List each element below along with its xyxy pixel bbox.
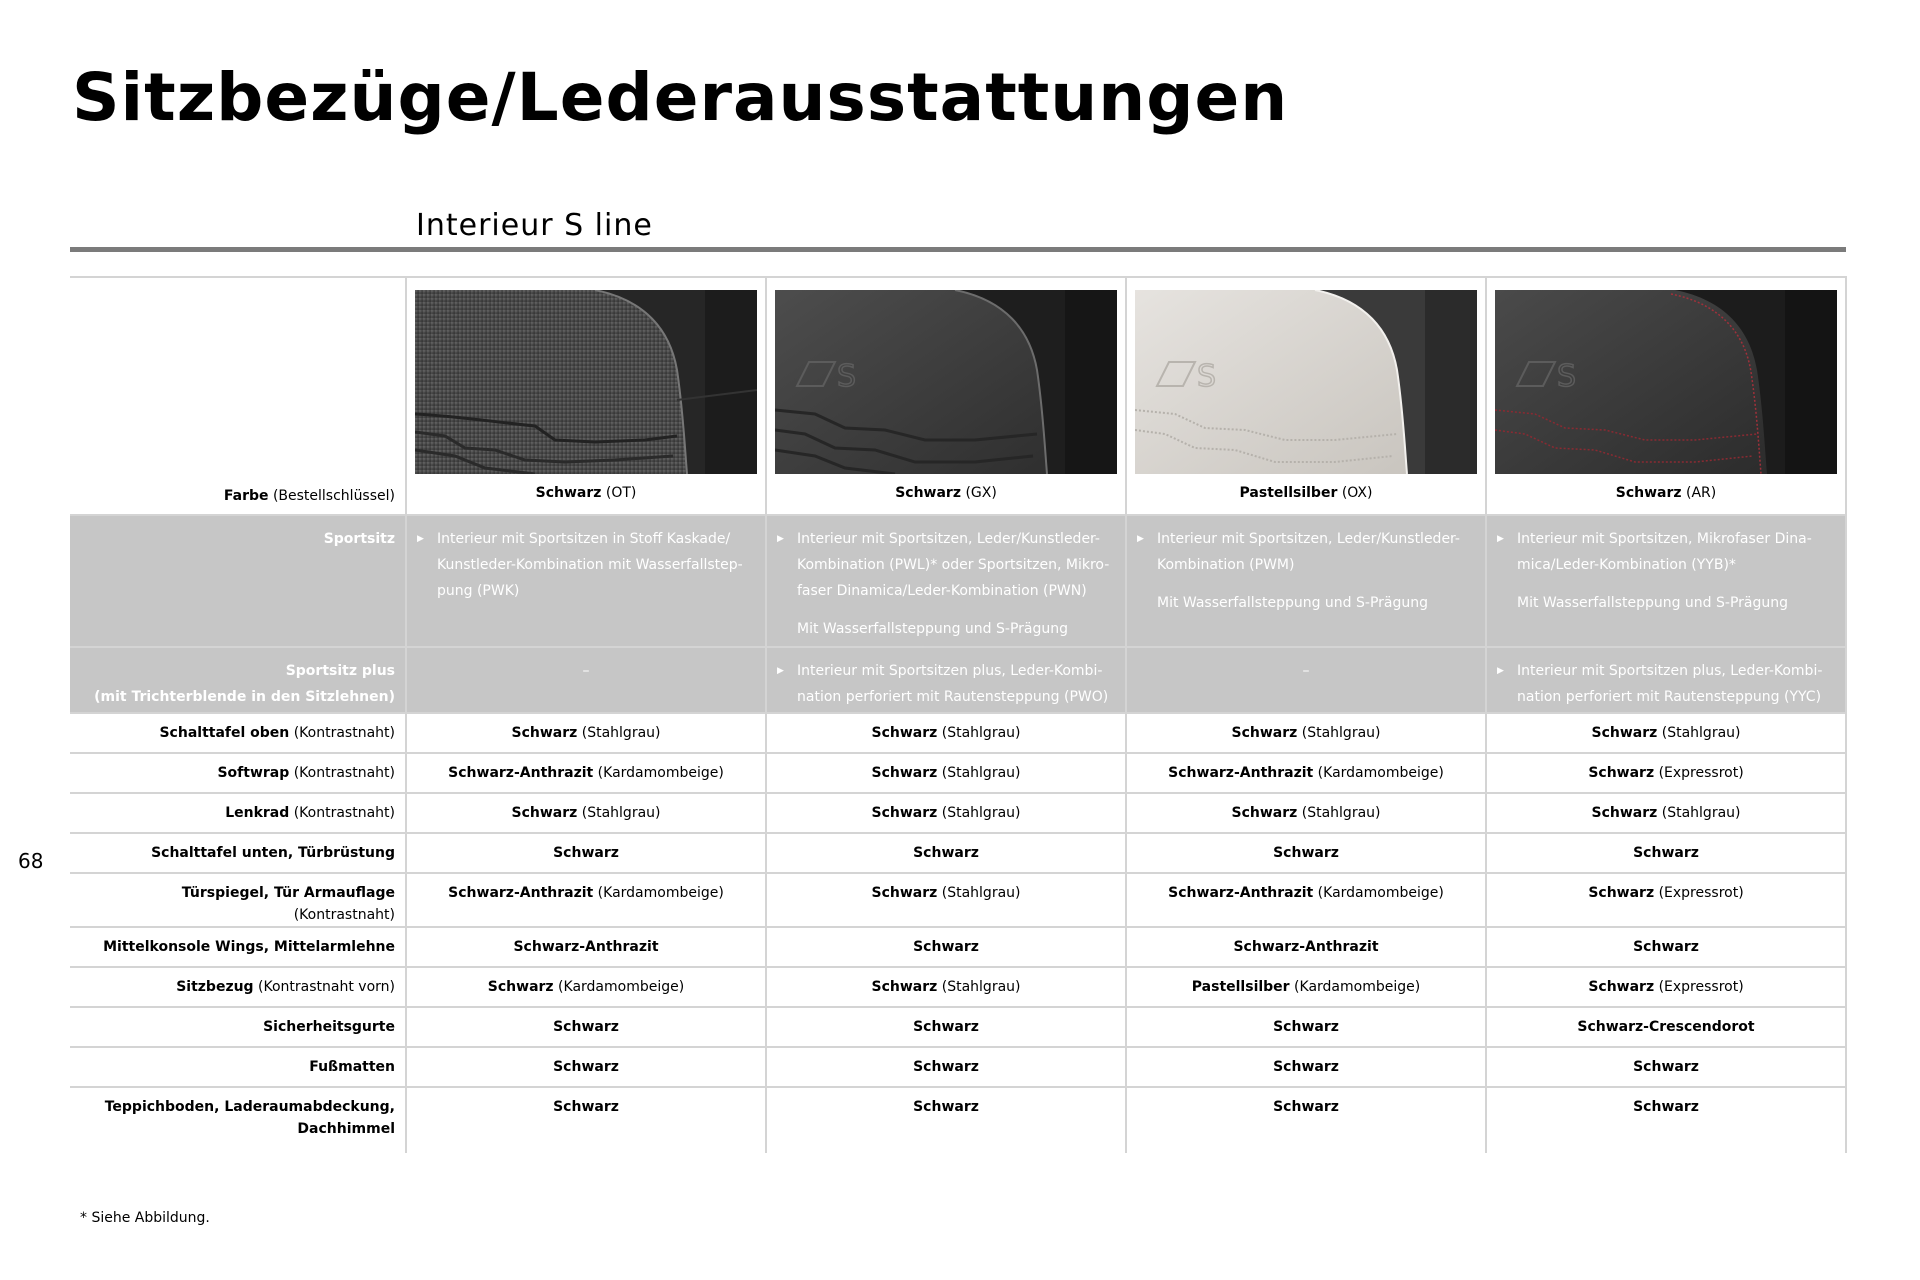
table-row: [70, 927, 1846, 967]
value-cell: Schwarz (Stahlgrau): [766, 967, 1126, 1007]
value-cell: Schwarz: [1486, 927, 1846, 967]
variant-name: Schwarz: [535, 485, 602, 501]
bullet-triangle-icon: ▶: [777, 534, 784, 544]
table-row: [70, 1007, 1846, 1047]
svg-text:S: S: [1557, 359, 1577, 394]
description-text: Interieur mit Sportsitzen, Mikrofaser Dina- mica/Leder-Kombination (YYB)*: [1517, 531, 1812, 573]
row-label: Türspiegel, Tür Armauflage (Kontrastnaht): [70, 873, 406, 927]
table-row: [70, 753, 1846, 793]
bullet-triangle-icon: ▶: [1137, 534, 1144, 544]
table-row: [70, 713, 1846, 753]
seat-swatch-image: [415, 290, 757, 474]
description-text: Interieur mit Sportsitzen in Stoff Kaskade/ Kunstleder-Kombination mit Wasserfallstep- pung (PWK): [437, 531, 743, 599]
variant-code: (AR): [1686, 485, 1717, 501]
value-cell: Schwarz (Expressrot): [1486, 873, 1846, 927]
value-cell: Schwarz (Stahlgrau): [1486, 713, 1846, 753]
description-extra: Mit Wasserfallsteppung und S-Prägung: [797, 621, 1069, 637]
page-number: 68: [18, 849, 44, 873]
description-text: Interieur mit Sportsitzen, Leder/Kunstleder- Kombination (PWL)* oder Sportsitzen, Mikro- faser Dinamica/Leder-Kombination (PWN): [797, 531, 1110, 599]
value-cell: Schwarz: [1486, 1047, 1846, 1087]
value-cell: Schwarz: [1486, 1087, 1846, 1153]
row-label: Schalttafel oben (Kontrastnaht): [70, 713, 406, 753]
table-row: [70, 1087, 1846, 1153]
value-cell: Schwarz-Anthrazit (Kardamombeige): [406, 753, 766, 793]
value-cell: Schwarz (Expressrot): [1486, 753, 1846, 793]
variant-cell: [1126, 277, 1486, 515]
value-cell: Schwarz: [766, 1087, 1126, 1153]
value-cell: Schwarz-Anthrazit: [406, 927, 766, 967]
description-cell: [1486, 647, 1846, 713]
table-row: [70, 793, 1846, 833]
variant-name: Schwarz: [1615, 485, 1682, 501]
seat-swatch-image: [775, 290, 1117, 474]
value-cell: Schwarz (Stahlgrau): [406, 713, 766, 753]
variant-cell: [1486, 277, 1846, 515]
row-label: Sportsitz: [70, 515, 406, 647]
value-cell: Schwarz-Anthrazit (Kardamombeige): [406, 873, 766, 927]
value-cell: Schwarz: [1126, 833, 1486, 873]
description-text: Interieur mit Sportsitzen plus, Leder-Kombi- nation perforiert mit Rautensteppung (YYC): [1517, 663, 1823, 705]
description-cell: [406, 515, 766, 647]
value-cell: Schwarz (Stahlgrau): [766, 713, 1126, 753]
value-cell: Schwarz (Expressrot): [1486, 967, 1846, 1007]
variant-name: Pastellsilber: [1239, 485, 1338, 501]
row-label: Teppichboden, Laderaumabdeckung, Dachhimmel: [70, 1087, 406, 1153]
value-cell: Schwarz (Stahlgrau): [766, 793, 1126, 833]
value-cell: Schwarz: [406, 833, 766, 873]
row-label: Sitzbezug (Kontrastnaht vorn): [70, 967, 406, 1007]
description-cell: [1486, 515, 1846, 647]
value-cell: Schwarz: [766, 927, 1126, 967]
table-row: [70, 833, 1846, 873]
bullet-triangle-icon: ▶: [1497, 534, 1504, 544]
value-cell: Schwarz-Crescendorot: [1486, 1007, 1846, 1047]
value-cell: Schwarz: [1126, 1087, 1486, 1153]
upholstery-table: [70, 276, 1847, 1153]
svg-text:S: S: [837, 359, 857, 394]
label-normal: (Bestellschlüssel): [272, 488, 395, 504]
row-label: [70, 647, 406, 713]
value-cell: Schwarz: [1126, 1047, 1486, 1087]
value-cell: Schwarz (Stahlgrau): [1486, 793, 1846, 833]
bullet-triangle-icon: ▶: [417, 534, 424, 544]
description-extra: Mit Wasserfallsteppung und S-Prägung: [1517, 595, 1789, 611]
svg-text:S: S: [1197, 359, 1217, 394]
row-label: Fußmatten: [70, 1047, 406, 1087]
seat-swatch-image: [1495, 290, 1837, 474]
sportsitz-row: [70, 515, 1846, 647]
value-cell: Schwarz-Anthrazit: [1126, 927, 1486, 967]
value-cell: Schwarz (Stahlgrau): [1126, 713, 1486, 753]
table-row: [70, 1047, 1846, 1087]
value-cell: Schwarz: [766, 1007, 1126, 1047]
value-cell: Schwarz-Anthrazit (Kardamombeige): [1126, 873, 1486, 927]
value-cell: Schwarz: [406, 1007, 766, 1047]
bullet-triangle-icon: ▶: [777, 666, 784, 676]
row-label: Softwrap (Kontrastnaht): [70, 753, 406, 793]
value-cell: Schwarz: [766, 833, 1126, 873]
variant-cell: [406, 277, 766, 515]
description-text: Interieur mit Sportsitzen, Leder/Kunstleder- Kombination (PWM): [1157, 531, 1460, 573]
seat-swatch-image: [1135, 290, 1477, 474]
value-cell: Schwarz: [1126, 1007, 1486, 1047]
page-title: Sitzbezüge/Lederausstattungen: [72, 59, 1289, 136]
row-label: Lenkrad (Kontrastnaht): [70, 793, 406, 833]
value-cell: Schwarz: [406, 1047, 766, 1087]
variant-name: Schwarz: [895, 485, 961, 501]
bullet-triangle-icon: ▶: [1497, 666, 1504, 676]
footnote: * Siehe Abbildung.: [80, 1210, 210, 1226]
description-cell: [1126, 515, 1486, 647]
value-cell: Schwarz (Stahlgrau): [766, 873, 1126, 927]
value-cell: Schwarz: [766, 1047, 1126, 1087]
section-rule: [70, 247, 1846, 252]
value-cell: Schwarz (Stahlgrau): [766, 753, 1126, 793]
description-cell: [766, 515, 1126, 647]
value-cell: Schwarz (Stahlgrau): [406, 793, 766, 833]
row-label: Schalttafel unten, Türbrüstung: [70, 833, 406, 873]
empty-dash-cell: –: [1126, 647, 1486, 713]
value-cell: Schwarz (Kardamombeige): [406, 967, 766, 1007]
description-extra: Mit Wasserfallsteppung und S-Prägung: [1157, 595, 1429, 611]
section-title: Interieur S line: [416, 208, 653, 243]
description-cell: [766, 647, 1126, 713]
sportsitz-plus-row: [70, 647, 1846, 713]
value-cell: Schwarz: [1486, 833, 1846, 873]
row-label-sub: (mit Trichterblende in den Sitzlehnen): [94, 689, 395, 705]
value-cell: Schwarz (Stahlgrau): [1126, 793, 1486, 833]
value-cell: Schwarz-Anthrazit (Kardamombeige): [1126, 753, 1486, 793]
table-row: [70, 967, 1846, 1007]
empty-dash-cell: –: [406, 647, 766, 713]
variant-code: (OT): [605, 485, 637, 501]
color-header-row: [70, 277, 1846, 515]
description-text: Interieur mit Sportsitzen plus, Leder-Kombi- nation perforiert mit Rautensteppung (PWO): [797, 663, 1109, 705]
variant-code: (OX): [1341, 485, 1373, 501]
color-header-label: [70, 277, 406, 515]
label-bold: Farbe: [223, 488, 269, 504]
variant-cell: [766, 277, 1126, 515]
value-cell: Schwarz: [406, 1087, 766, 1153]
value-cell: Pastellsilber (Kardamombeige): [1126, 967, 1486, 1007]
table-row: [70, 873, 1846, 927]
variant-code: (GX): [965, 485, 997, 501]
row-label: Sicherheitsgurte: [70, 1007, 406, 1047]
row-label: Mittelkonsole Wings, Mittelarmlehne: [70, 927, 406, 967]
row-label-main: Sportsitz plus: [285, 663, 395, 679]
